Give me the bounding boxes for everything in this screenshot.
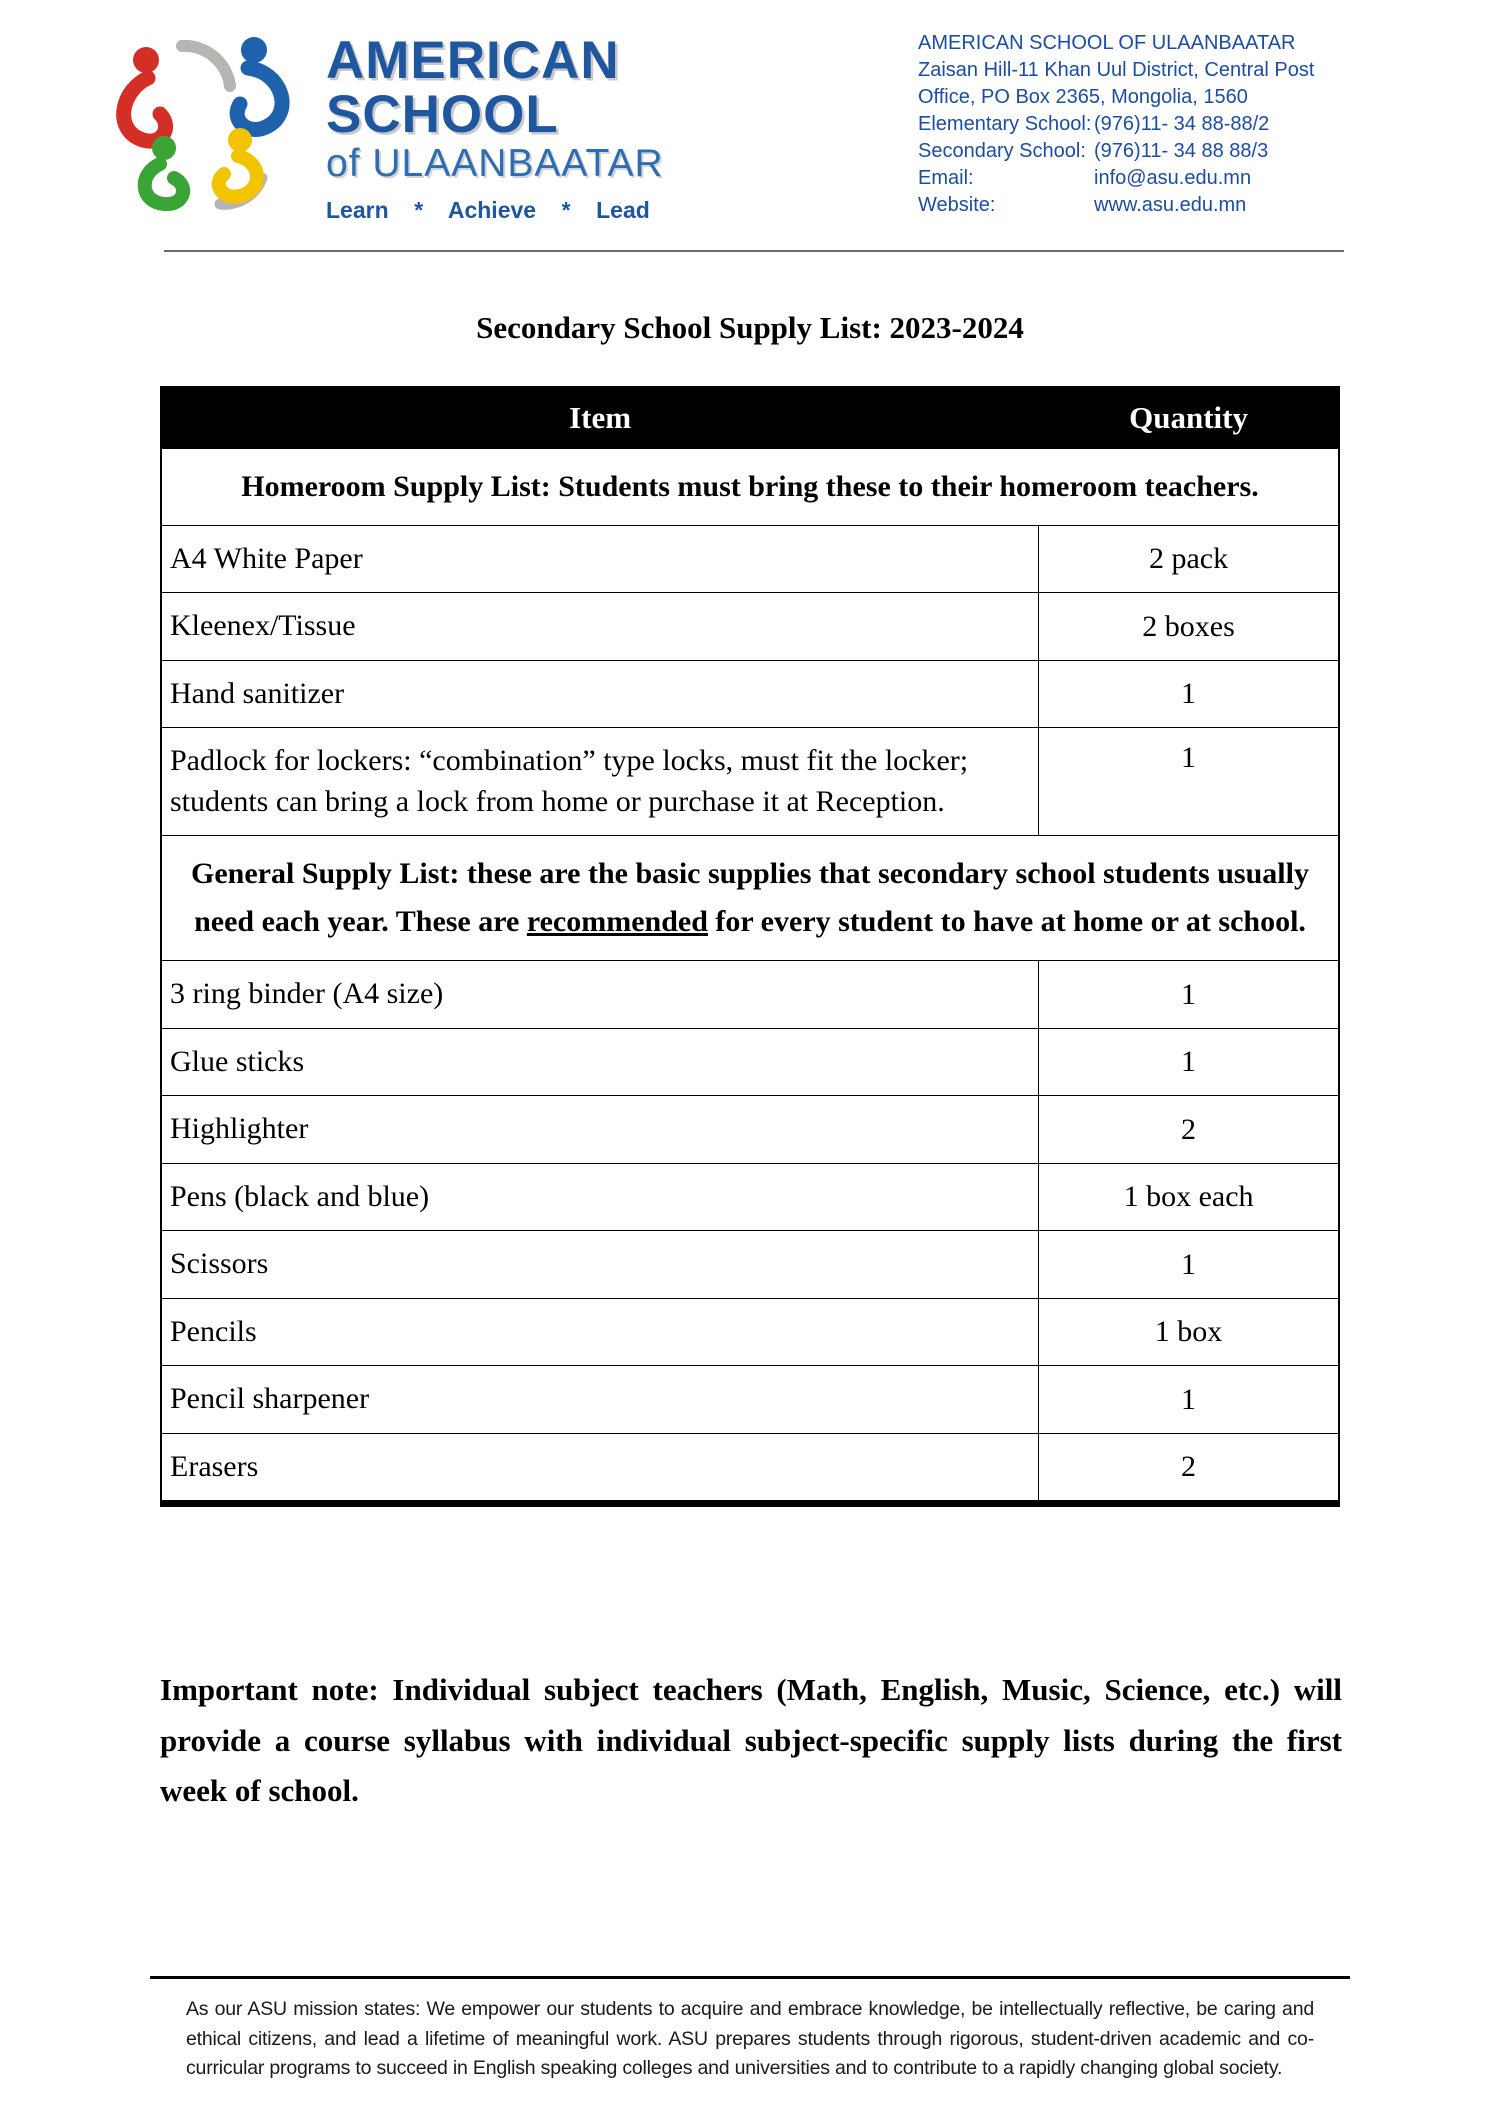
table-row bbox=[161, 1298, 1339, 1366]
quantity-cell: 1 bbox=[1039, 1366, 1339, 1434]
table-row bbox=[161, 1433, 1339, 1504]
contact-label: Email: bbox=[918, 167, 974, 189]
contact-label: Secondary School: bbox=[918, 140, 1086, 162]
item-cell: Padlock for lockers: “combination” type locks, must fit the locker; students can bring a lock from home or purchase it at Reception. bbox=[161, 728, 1039, 836]
important-note: Important note: Individual subject teachers (Math, English, Music, Science, etc.) will provide a course syllabus with individual subject-specific supply lists during the first week of school. bbox=[160, 1672, 1342, 1808]
quantity-cell: 1 box bbox=[1039, 1298, 1339, 1366]
contact-email-value: info@asu.edu.mn bbox=[1094, 167, 1252, 189]
quantity-cell: 2 bbox=[1039, 1433, 1339, 1504]
logo-line-of-ulaanbaatar: of ULAANBAATAR bbox=[326, 142, 664, 186]
quantity-cell: 1 bbox=[1039, 961, 1339, 1029]
item-cell: Hand sanitizer bbox=[161, 660, 1039, 728]
column-header-quantity: Quantity bbox=[1039, 387, 1339, 449]
table-row bbox=[161, 1096, 1339, 1164]
header-divider bbox=[164, 250, 1344, 252]
quantity-cell: 2 bbox=[1039, 1096, 1339, 1164]
contact-block bbox=[918, 28, 1350, 219]
item-cell: Scissors bbox=[161, 1231, 1039, 1299]
letterhead bbox=[0, 0, 1500, 224]
item-cell: Pencil sharpener bbox=[161, 1366, 1039, 1434]
item-cell: Highlighter bbox=[161, 1096, 1039, 1164]
table-row bbox=[161, 728, 1339, 836]
contact-address-line2: Office, PO Box 2365, Mongolia, 1560 bbox=[918, 86, 1248, 108]
column-header-item: Item bbox=[161, 387, 1039, 449]
logo-tagline: Learn * Achieve * Lead bbox=[326, 196, 650, 223]
contact-row-secondary bbox=[918, 138, 1350, 165]
contact-value: (976)11- 34 88-88/2 bbox=[1094, 113, 1270, 135]
quantity-cell: 2 pack bbox=[1039, 525, 1339, 593]
quantity-cell: 1 bbox=[1039, 660, 1339, 728]
page-title: Secondary School Supply List: 2023-2024 bbox=[476, 309, 1024, 345]
item-cell: Erasers bbox=[161, 1433, 1039, 1504]
contact-website-value: www.asu.edu.mn bbox=[1094, 194, 1247, 216]
contact-row-elementary bbox=[918, 111, 1350, 138]
table-row bbox=[161, 660, 1339, 728]
item-cell: A4 White Paper bbox=[161, 525, 1039, 593]
item-cell: Pencils bbox=[161, 1298, 1039, 1366]
section-heading-general-pre: General Supply List: these are the basic supplies that secondary school students usually need each year. These are bbox=[191, 857, 1309, 939]
table-row bbox=[161, 1366, 1339, 1434]
section-heading-general-post: for every student to have at home or at school. bbox=[707, 905, 1306, 939]
contact-school-name: AMERICAN SCHOOL OF ULAANBAATAR bbox=[918, 32, 1296, 54]
contact-label: Website: bbox=[918, 194, 996, 216]
contact-address-line1: Zaisan Hill-11 Khan Uul District, Central Post bbox=[918, 59, 1315, 81]
asu-logo bbox=[112, 28, 664, 224]
item-cell: Glue sticks bbox=[161, 1028, 1039, 1096]
item-cell: 3 ring binder (A4 size) bbox=[161, 961, 1039, 1029]
section-heading-general bbox=[161, 836, 1339, 961]
logo-text bbox=[326, 31, 664, 224]
asu-logo-icon bbox=[112, 28, 312, 216]
mission-statement: As our ASU mission states: We empower our students to acquire and embrace knowledge, be intellectually reflective, be caring and ethical citizens, and lead a lifetime of meaningful work. ASU prepares students through rigorous, student-driven academic and co-curricular programs to succeed in English speaking colleges and universities and to contribute to a rapidly changing global society. bbox=[186, 1998, 1314, 2079]
section-heading-general-underlined: recommended bbox=[526, 905, 708, 939]
quantity-cell: 1 box each bbox=[1039, 1163, 1339, 1231]
contact-label: Elementary School: bbox=[918, 113, 1092, 135]
quantity-cell: 1 bbox=[1039, 728, 1339, 836]
section-row-general bbox=[161, 836, 1339, 961]
quantity-cell: 1 bbox=[1039, 1231, 1339, 1299]
section-heading-homeroom: Homeroom Supply List: Students must bring these to their homeroom teachers. bbox=[161, 448, 1339, 525]
supply-table bbox=[160, 386, 1340, 1508]
item-cell: Kleenex/Tissue bbox=[161, 593, 1039, 661]
contact-value: (976)11- 34 88 88/3 bbox=[1094, 140, 1269, 162]
table-row bbox=[161, 1028, 1339, 1096]
section-row-homeroom bbox=[161, 448, 1339, 525]
table-row bbox=[161, 961, 1339, 1029]
contact-row-website bbox=[918, 192, 1350, 219]
logo-line-american: AMERICAN bbox=[326, 31, 620, 90]
item-cell: Pens (black and blue) bbox=[161, 1163, 1039, 1231]
quantity-cell: 2 boxes bbox=[1039, 593, 1339, 661]
logo-line-school: SCHOOL bbox=[326, 85, 559, 145]
table-header-row bbox=[161, 387, 1339, 449]
table-row bbox=[161, 593, 1339, 661]
page-footer bbox=[150, 1976, 1350, 2083]
contact-row-email bbox=[918, 165, 1350, 192]
quantity-cell: 1 bbox=[1039, 1028, 1339, 1096]
table-row bbox=[161, 1163, 1339, 1231]
table-row bbox=[161, 525, 1339, 593]
table-row bbox=[161, 1231, 1339, 1299]
